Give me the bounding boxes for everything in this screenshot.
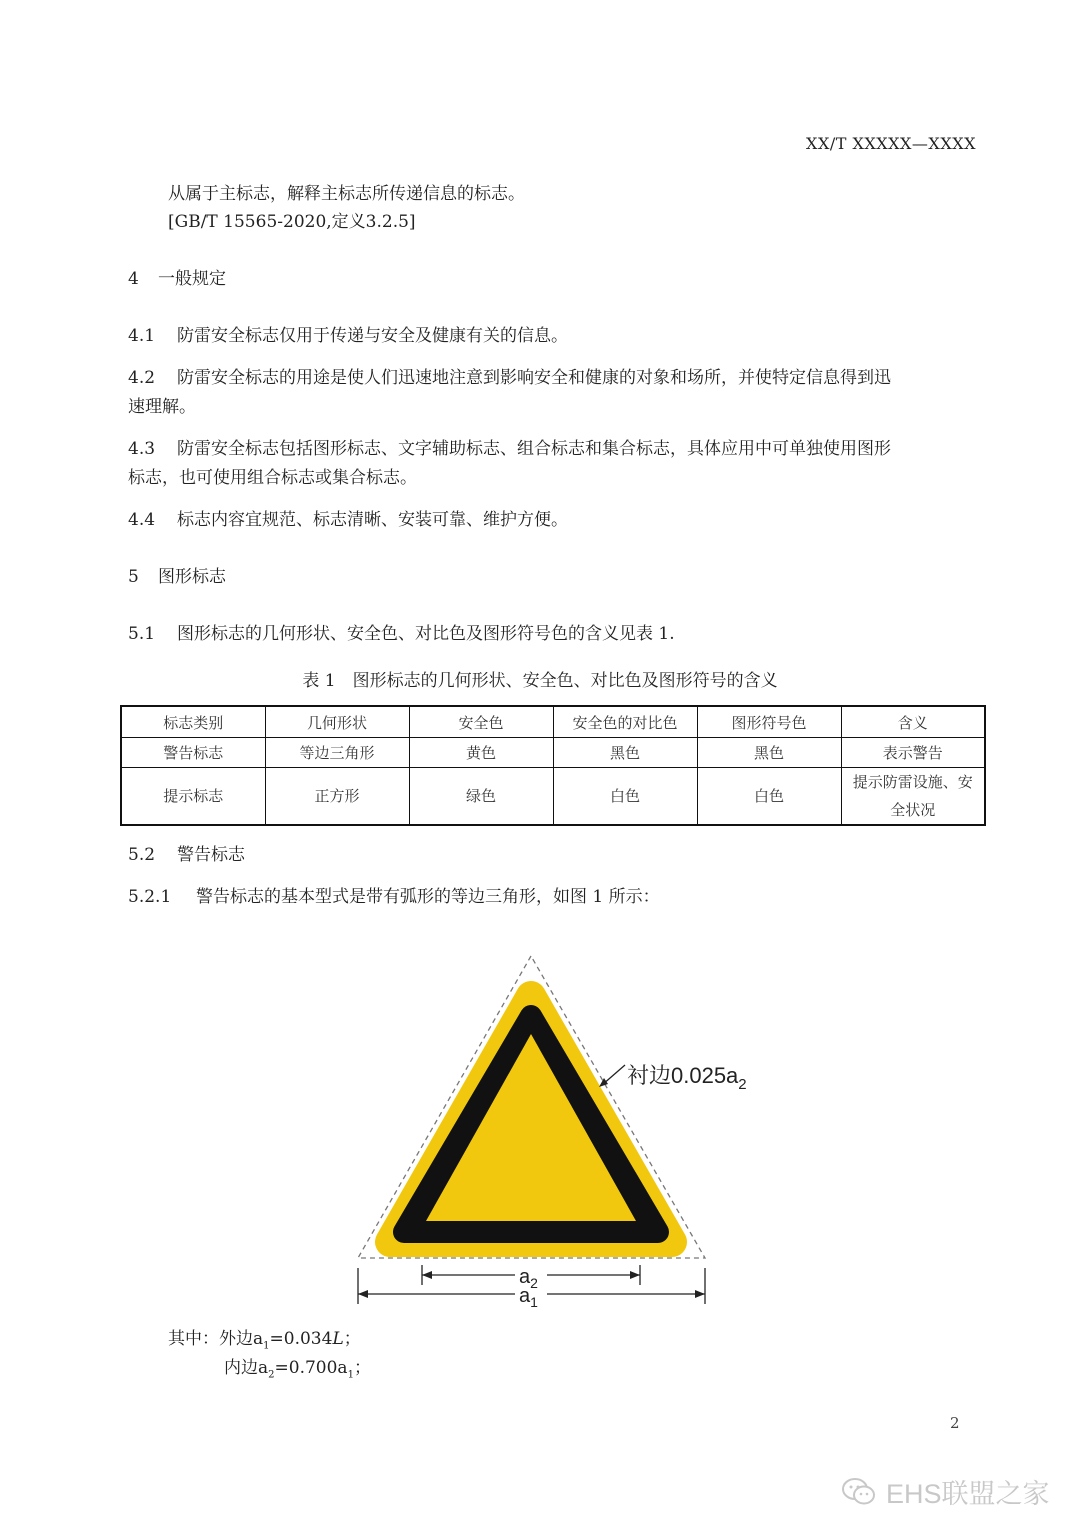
clause-text: 警告标志的基本型式是带有弧形的等边三角形，如图 1 所示： [196,887,660,907]
a2-label: $a_2$ [519,1266,538,1291]
clause-4-4 [128,506,568,535]
clause-4-1 [128,322,568,351]
formula-end: ； [353,1358,371,1378]
clause-5-2 [128,841,245,870]
formula-prefix: 其中： [168,1329,219,1349]
formula-inner-label: 内边a [224,1358,269,1378]
table-cell: 白色 [697,768,841,826]
clause-number: 4.1 [128,326,156,346]
a2-arrow-right [630,1271,640,1279]
clause-number: 4.4 [128,510,156,530]
clause-text-line2: 速理解。 [128,397,196,417]
table-cell: 警告标志 [121,738,265,768]
table-cell: 黄色 [409,738,553,768]
table-cell: 正方形 [265,768,409,826]
table-cell: 等边三角形 [265,738,409,768]
clause-number: 4.2 [128,368,156,388]
clause-5-1 [128,620,675,649]
table-cell: 提示防雷设施、安全状况 [841,768,985,826]
formula-outer-label: 外边a [219,1329,264,1349]
clause-text: 标志内容宜规范、标志清晰、安装可靠、维护方便。 [177,510,568,530]
sign-spec-table [120,705,986,826]
table-header-cell: 图形符号色 [697,706,841,738]
clause-number: 4.3 [128,439,156,459]
table-cell: 黑色 [697,738,841,768]
warning-sign-figure [340,940,780,1320]
table-header-cell: 标志类别 [121,706,265,738]
clause-text-line1: 防雷安全标志包括图形标志、文字辅助标志、组合标志和集合标志，具体应用中可单独使用图形 [177,439,891,459]
table-header-cell: 安全色的对比色 [553,706,697,738]
watermark-text: EHS联盟之家 [886,1479,1050,1509]
clause-number: 5.2.1 [128,887,172,907]
watermark [840,1472,1050,1511]
clause-title: 警告标志 [177,845,245,865]
table-header-cell: 安全色 [409,706,553,738]
definition-text: 从属于主标志，解释主标志所传递信息的标志。 [168,184,525,204]
table-header-row [121,706,985,738]
a2-arrow-left [422,1271,432,1279]
formula-variable: L [332,1329,344,1349]
section-5-heading [128,563,226,592]
clause-text: 图形标志的几何形状、安全色、对比色及图形符号色的含义见表 1. [177,624,675,644]
formula-line-2 [224,1354,371,1389]
clause-5-2-1 [128,883,660,912]
clause-number: 5.2 [128,845,156,865]
formula-end: ； [343,1329,361,1349]
table-header-cell: 含义 [841,706,985,738]
clause-4-3 [128,435,980,493]
a1-arrow-right [695,1290,705,1298]
table-cell: 绿色 [409,768,553,826]
table-header-cell: 几何形状 [265,706,409,738]
formula-sub: 2 [268,1369,275,1381]
section-number: 4 [128,269,139,289]
section-number: 5 [128,567,139,587]
table-cell: 黑色 [553,738,697,768]
clause-text-line2: 标志，也可使用组合标志或集合标志。 [128,468,417,488]
definition-source: [GB/T 15565-2020,定义3.2.5] [168,212,416,232]
section-title: 图形标志 [158,567,226,587]
clause-number: 5.1 [128,624,156,644]
formula-sub: 1 [263,1340,270,1352]
section-4-heading [128,265,226,294]
section-title: 一般规定 [158,269,226,289]
clause-text-line1: 防雷安全标志的用途是使人们迅速地注意到影响安全和健康的对象和场所，并使特定信息得到迅 [177,368,891,388]
table-cell: 表示警告 [841,738,985,768]
standard-code: XX/T XXXXX—XXXX [806,134,976,153]
leader-arrow [599,1078,608,1087]
a1-arrow-left [358,1290,368,1298]
table-cell: 白色 [553,768,697,826]
formula-sub: 1 [347,1369,354,1381]
wechat-icon [840,1476,878,1508]
table-row [121,738,985,768]
table-caption: 表 1 图形标志的几何形状、安全色、对比色及图形符号的含义 [302,671,778,691]
a1-label: $a_1$ [519,1285,538,1310]
clause-text: 防雷安全标志仅用于传递与安全及健康有关的信息。 [177,326,568,346]
table-row [121,768,985,826]
formula-outer-value: =0.034 [269,1329,333,1349]
formula-inner-value: =0.700a [274,1358,348,1378]
clause-4-2 [128,364,980,422]
table-cell: 提示标志 [121,768,265,826]
page-number: 2 [950,1414,960,1432]
border-label: 衬边$0.025a_2$ [627,1063,747,1093]
